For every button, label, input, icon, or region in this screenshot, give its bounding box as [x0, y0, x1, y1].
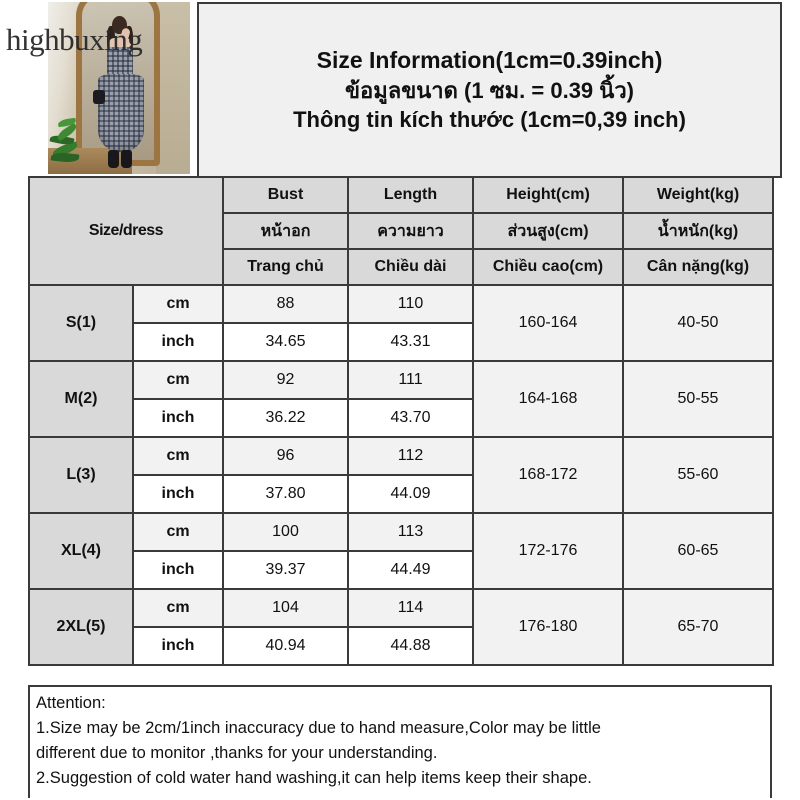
weight-range: 55-60: [623, 437, 773, 513]
header-height-th: ส่วนสูง(cm): [473, 213, 623, 249]
header-bust-en: Bust: [223, 177, 348, 213]
length-inch: 43.70: [348, 399, 473, 437]
size-label: S(1): [29, 285, 133, 361]
height-range: 160-164: [473, 285, 623, 361]
weight-range: 40-50: [623, 285, 773, 361]
bust-inch: 34.65: [223, 323, 348, 361]
weight-range: 65-70: [623, 589, 773, 665]
table-row: [29, 437, 773, 475]
unit-inch: inch: [133, 627, 223, 665]
size-label: L(3): [29, 437, 133, 513]
bust-cm: 88: [223, 285, 348, 323]
weight-range: 60-65: [623, 513, 773, 589]
size-label: XL(4): [29, 513, 133, 589]
attention-note-1-part-2: different due to monitor ,thanks for your understanding.: [36, 744, 438, 763]
length-inch: 43.31: [348, 323, 473, 361]
plant-icon: [50, 110, 84, 170]
title-block: [197, 2, 782, 178]
length-cm: 111: [348, 361, 473, 399]
header-length-en: Length: [348, 177, 473, 213]
bust-inch: 39.37: [223, 551, 348, 589]
table-row: [29, 513, 773, 551]
attention-note-1-part-1: 1.Size may be 2cm/1inch inaccuracy due to hand measure,Color may be little: [36, 719, 601, 738]
bust-cm: 92: [223, 361, 348, 399]
bust-cm: 96: [223, 437, 348, 475]
watermark: highbuxing: [6, 22, 143, 57]
unit-cm: cm: [133, 589, 223, 627]
model-boot: [121, 150, 132, 168]
handbag: [93, 90, 105, 104]
unit-inch: inch: [133, 399, 223, 437]
header-row-english: [29, 177, 773, 213]
header-bust-th: หน้าอก: [223, 213, 348, 249]
bust-inch: 37.80: [223, 475, 348, 513]
product-photo: [0, 0, 197, 176]
table-row: [29, 589, 773, 627]
title-line-thai: ข้อมูลขนาด (1 ซม. = 0.39 นิ้ว): [344, 77, 634, 103]
table-row: [29, 361, 773, 399]
height-range: 172-176: [473, 513, 623, 589]
table-corner-label: Size/dress: [29, 177, 223, 285]
header-length-vi: Chiều dài: [348, 249, 473, 285]
length-inch: 44.49: [348, 551, 473, 589]
top-band: [0, 0, 800, 176]
header-height-vi: Chiều cao(cm): [473, 249, 623, 285]
attention-heading: Attention:: [36, 694, 106, 712]
unit-inch: inch: [133, 475, 223, 513]
attention-box: [28, 685, 772, 798]
model-boot: [108, 150, 119, 168]
length-inch: 44.88: [348, 627, 473, 665]
title-line-vietnamese: Thông tin kích thước (1cm=0,39 inch): [293, 107, 686, 133]
height-range: 168-172: [473, 437, 623, 513]
bust-inch: 40.94: [223, 627, 348, 665]
unit-cm: cm: [133, 513, 223, 551]
size-label: M(2): [29, 361, 133, 437]
bust-inch: 36.22: [223, 399, 348, 437]
unit-cm: cm: [133, 285, 223, 323]
size-table: [28, 176, 774, 666]
dress-skirt: [98, 74, 144, 152]
bust-cm: 104: [223, 589, 348, 627]
length-inch: 44.09: [348, 475, 473, 513]
plant-leaf: [51, 152, 80, 164]
header-weight-th: น้ำหนัก(kg): [623, 213, 773, 249]
length-cm: 113: [348, 513, 473, 551]
unit-inch: inch: [133, 323, 223, 361]
header-length-th: ความยาว: [348, 213, 473, 249]
weight-range: 50-55: [623, 361, 773, 437]
length-cm: 112: [348, 437, 473, 475]
height-range: 176-180: [473, 589, 623, 665]
size-label: 2XL(5): [29, 589, 133, 665]
header-weight-vi: Cân nặng(kg): [623, 249, 773, 285]
header-bust-vi: Trang chủ: [223, 249, 348, 285]
height-range: 164-168: [473, 361, 623, 437]
length-cm: 110: [348, 285, 473, 323]
table-row: [29, 285, 773, 323]
unit-cm: cm: [133, 437, 223, 475]
title-line-english: Size Information(1cm=0.39inch): [316, 47, 663, 74]
bust-cm: 100: [223, 513, 348, 551]
unit-inch: inch: [133, 551, 223, 589]
length-cm: 114: [348, 589, 473, 627]
unit-cm: cm: [133, 361, 223, 399]
header-height-en: Height(cm): [473, 177, 623, 213]
header-weight-en: Weight(kg): [623, 177, 773, 213]
attention-note-2: 2.Suggestion of cold water hand washing,it can help items keep their shape.: [36, 769, 592, 788]
